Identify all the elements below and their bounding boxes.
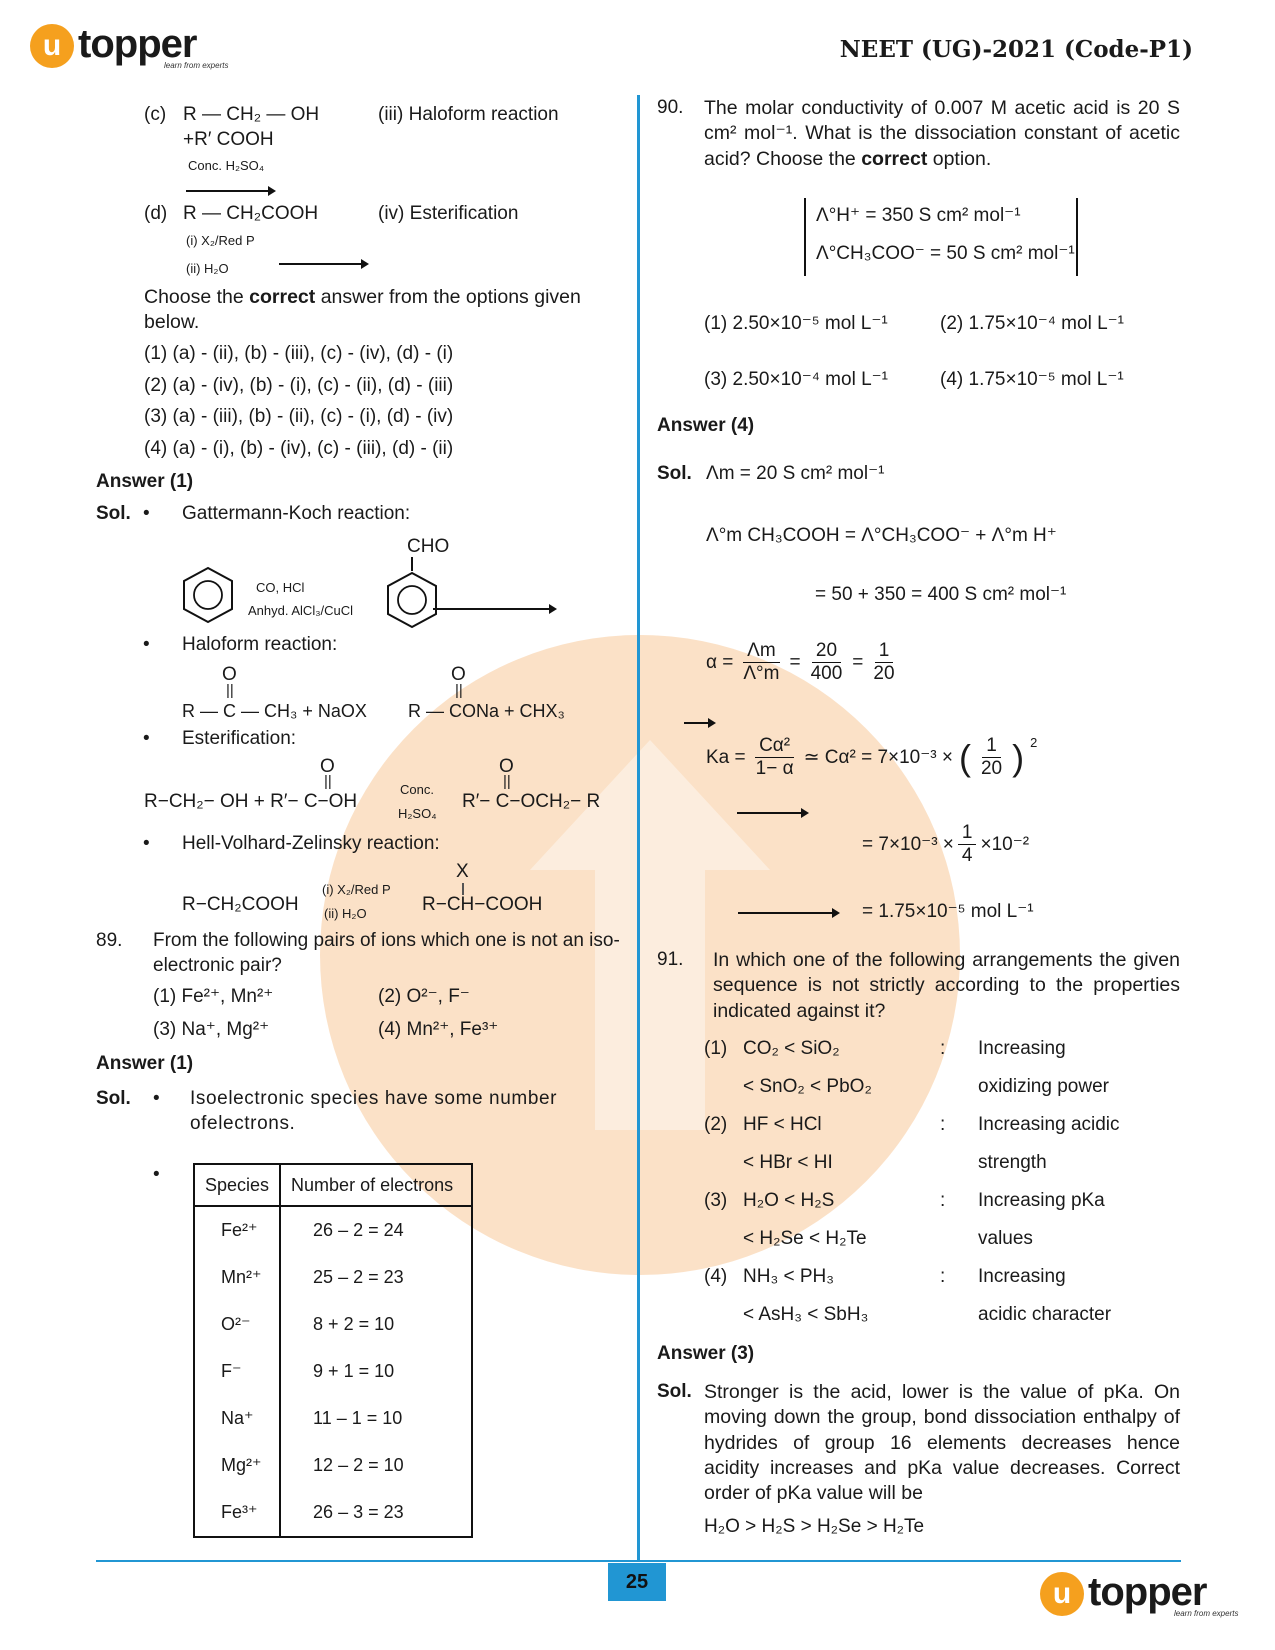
table-cell-electrons: 26 – 2 = 24 (280, 1206, 472, 1254)
ka-mid: ≃ Cα² = 7×10⁻³ × (803, 747, 953, 768)
bullet: • (143, 833, 150, 854)
table-cell-electrons: 26 – 3 = 23 (280, 1489, 472, 1537)
q89-option-1: (1) Fe²⁺, Mn²⁺ (153, 986, 274, 1007)
double-bond: || (226, 682, 234, 699)
q91-row3-num: (3) (704, 1190, 728, 1211)
item-d-match: (iv) Esterification (378, 203, 519, 224)
q91-row2-prop1: Increasing acidic (978, 1114, 1120, 1135)
q90-sol-step6: = 7×10⁻³ × $\frac{1}{4}$ ×10⁻² (862, 822, 1030, 866)
q89-text: From the following pairs of ions which one is not an iso-electronic pair? (153, 930, 620, 976)
q88-option-3: (3) (a) - (iii), (b) - (ii), (c) - (i), (d) - (iv) (144, 406, 454, 427)
table-cell-electrons: 11 – 1 = 10 (280, 1395, 472, 1442)
q91-row2-colon: : (940, 1114, 946, 1135)
footer-logo (1040, 1570, 1238, 1618)
item-c-match: (iii) Haloform reaction (378, 104, 559, 125)
question-88-prompt: Choose the correct answer from the options given below. (144, 286, 581, 334)
table-row (194, 1395, 472, 1442)
q89-number: 89. (96, 930, 123, 951)
q91-row4-colon: : (940, 1266, 946, 1287)
bullet: • (143, 728, 150, 749)
ka-fraction2: $\frac{1}{20}$ (980, 735, 1003, 779)
ka-fraction: $\frac{\text{Cα²}}{1- \alpha}$ (755, 735, 794, 779)
table-header-species: Species (194, 1164, 280, 1206)
hvz-condition2: (ii) H₂O (324, 906, 367, 921)
q91-row3-prop1: Increasing pKa (978, 1190, 1105, 1211)
logo-word: topper (78, 22, 197, 66)
ester-lhs: R−CH₂− OH + R′− C−OH (144, 791, 358, 812)
q91-row1-a: CO₂ < SiO₂ (743, 1038, 840, 1059)
q90-option-4: (4) 1.75×10⁻⁵ mol L⁻¹ (940, 369, 1124, 390)
alpha-expression: α = $\frac{\Lambda m}{\Lambda^\circ m}$ = $\frac{20}{400}$ = $\frac{1}{20}$ (706, 640, 899, 685)
table-cell-species: Na⁺ (194, 1395, 280, 1442)
table-row (194, 1206, 472, 1254)
given-bracket (804, 198, 1078, 276)
q91-row3-prop2: values (978, 1228, 1033, 1249)
q91-answer: Answer (3) (657, 1343, 755, 1364)
q91-row1-b: < SnO₂ < PbO₂ (743, 1076, 872, 1097)
q89-sol-label: Sol. (96, 1088, 131, 1109)
table-cell-species: Mg²⁺ (194, 1442, 280, 1489)
q91-row2-prop2: strength (978, 1152, 1047, 1173)
q91-row1-prop2: oxidizing power (978, 1076, 1109, 1097)
reaction-arrow (433, 608, 555, 610)
given-1: Λ°H⁺ = 350 S cm² mol⁻¹ (816, 205, 1021, 226)
q91-row2-b: < HBr < HI (743, 1152, 833, 1173)
q91-row1-colon: : (940, 1038, 946, 1059)
table-cell-species: Fe²⁺ (194, 1206, 280, 1254)
double-bond: || (455, 682, 463, 699)
item-c-condition: Conc. H₂SO₄ (188, 158, 265, 173)
q89-answer: Answer (1) (96, 1053, 194, 1074)
q90-sol-step1: Λm = 20 S cm² mol⁻¹ (706, 463, 885, 484)
haloform-oxygen2: O (451, 664, 466, 685)
q91-row2-num: (2) (704, 1114, 728, 1135)
double-bond: || (324, 773, 332, 790)
hvz-heading: Hell-Volhard-Zelinsky reaction: (182, 833, 440, 854)
table-row (194, 1442, 472, 1489)
q89-option-3: (3) Na⁺, Mg²⁺ (153, 1019, 270, 1040)
table-cell-electrons: 25 – 2 = 23 (280, 1254, 472, 1301)
q91-row1-num: (1) (704, 1038, 728, 1059)
table-cell-electrons: 12 – 2 = 10 (280, 1442, 472, 1489)
q91-row4-prop1: Increasing (978, 1266, 1066, 1287)
q91-number: 91. (657, 949, 684, 970)
q91-text: In which one of the following arrangements the given sequence is not strictly according to the properties indicated against it? (713, 949, 1180, 1022)
q90-option-1: (1) 2.50×10⁻⁵ mol L⁻¹ (704, 313, 888, 334)
hvz-lhs: R−CH₂COOH (182, 894, 299, 915)
q88-option-4: (4) (a) - (i), (b) - (iv), (c) - (iii), (d) - (ii) (144, 438, 454, 459)
esterification-heading: Esterification: (182, 728, 297, 749)
q91-row4-b: < AsH₃ < SbH₃ (743, 1304, 869, 1325)
q91-row2-a: HF < HCl (743, 1114, 822, 1135)
header-title: NEET (UG)-2021 (Code-P1) (839, 36, 1193, 63)
q90-sol-step3: = 50 + 350 = 400 S cm² mol⁻¹ (815, 584, 1067, 605)
q89-option-2: (2) O²⁻, F⁻ (378, 986, 470, 1007)
page-number: 25 (608, 1563, 666, 1601)
q88-sol-label: Sol. (96, 503, 131, 524)
q91-sol-text: Stronger is the acid, lower is the value of pKa. On moving down the group, bond dissociation enthalpy of hydrides of group 16 elements decreases hence acidity increases and pKa value decreases. Correct order of pKa value will be (704, 1381, 1180, 1505)
haloform-rhs: R — CONa + CHX₃ (408, 701, 565, 721)
q88-option-1: (1) (a) - (ii), (b) - (iii), (c) - (iv), (d) - (i) (144, 343, 454, 364)
table-cell-electrons: 9 + 1 = 10 (280, 1348, 472, 1395)
given-2: Λ°CH₃COO⁻ = 50 S cm² mol⁻¹ (816, 243, 1075, 264)
ester-oxygen1: O (320, 756, 335, 777)
table-row (194, 1489, 472, 1537)
q91-row3-b: < H₂Se < H₂Te (743, 1228, 867, 1249)
table-cell-species: F⁻ (194, 1348, 280, 1395)
alpha-lhs: α = (706, 651, 734, 673)
alpha-fraction1: $\frac{\Lambda m}{\Lambda^\circ m}$ (743, 640, 780, 684)
item-c-formula2: +R′ COOH (183, 129, 274, 150)
q90-sol-step2: Λ°m CH₃COOH = Λ°CH₃COO⁻ + Λ°m H⁺ (706, 525, 1057, 546)
item-d-condition2: (ii) H₂O (186, 261, 229, 276)
bond-line (411, 557, 413, 571)
q90-sol-step7: = 1.75×10⁻⁵ mol L⁻¹ (862, 901, 1034, 922)
reaction-arrow (186, 190, 274, 192)
q89-option-4: (4) Mn²⁺, Fe³⁺ (378, 1019, 499, 1040)
alpha-fraction2: $\frac{20}{400}$ (810, 640, 843, 684)
q91-row3-colon: : (940, 1190, 946, 1211)
q90-text: The molar conductivity of 0.007 M acetic acid is 20 S cm² mol⁻¹. What is the dissociation constant of acetic acid? Choose the correct option. (704, 97, 1180, 170)
hvz-rhs: R−CH−COOH (422, 894, 543, 915)
q90-sol-label: Sol. (657, 463, 692, 484)
table-header-electrons: Number of electrons (280, 1164, 472, 1206)
bullet: • (143, 634, 150, 655)
double-bond: || (503, 773, 511, 790)
hvz-condition1: (i) X₂/Red P (322, 882, 391, 897)
item-d-condition1: (i) X₂/Red P (186, 233, 255, 248)
bullet: • (153, 1088, 160, 1109)
q90-number: 90. (657, 97, 684, 118)
q91-sol-order: H₂O > H₂S > H₂Se > H₂Te (704, 1516, 925, 1537)
table-header-row (194, 1164, 472, 1206)
ka-lhs: Ka = (706, 746, 746, 768)
ester-condition2: H₂SO₄ (398, 806, 437, 821)
table-row (194, 1254, 472, 1301)
table-cell-species: O²⁻ (194, 1301, 280, 1348)
reaction-arrow (738, 912, 838, 914)
table-cell-electrons: 8 + 2 = 10 (280, 1301, 472, 1348)
logo-u-icon: u (30, 24, 74, 68)
table-cell-species: Mn²⁺ (194, 1254, 280, 1301)
alpha-fraction3: $\frac{1}{20}$ (873, 640, 895, 684)
table-cell-species: Fe³⁺ (194, 1489, 280, 1537)
q91-row4-a: NH₃ < PH₃ (743, 1266, 834, 1287)
ester-condition1: Conc. (400, 782, 434, 797)
column-divider (637, 95, 640, 1560)
footer-logo-u-icon: u (1040, 1572, 1084, 1616)
hvz-x-label: X (456, 861, 469, 882)
q91-row3-a: H₂O < H₂S (743, 1190, 835, 1211)
item-c-label: (c) (144, 104, 167, 125)
q90-option-3: (3) 2.50×10⁻⁴ mol L⁻¹ (704, 369, 888, 390)
q90-option-2: (2) 1.75×10⁻⁴ mol L⁻¹ (940, 313, 1124, 334)
q89-sol-text: Isoelectronic species have some number ofelectrons. (190, 1088, 558, 1134)
reaction-arrow (279, 263, 367, 265)
footer-logo-tagline: learn from experts (1174, 1609, 1239, 1618)
reaction-arrow (737, 812, 807, 814)
header-logo (30, 22, 228, 70)
item-c-formula: R — CH₂ — OH (183, 104, 320, 125)
electrons-table (193, 1163, 473, 1538)
gk-condition1: CO, HCl (256, 580, 305, 595)
haloform-heading: Haloform reaction: (182, 634, 338, 655)
footer-divider (96, 1560, 1181, 1562)
gattermann-koch-heading: Gattermann-Koch reaction: (182, 503, 411, 524)
haloform-oxygen1: O (222, 664, 237, 685)
q88-option-2: (2) (a) - (iv), (b) - (i), (c) - (ii), (d) - (iii) (144, 375, 454, 396)
table-row (194, 1301, 472, 1348)
q91-row1-prop1: Increasing (978, 1038, 1066, 1059)
logo-tagline: learn from experts (164, 61, 229, 70)
benzaldehyde-ring-icon (384, 570, 440, 630)
ester-rhs: R′− C−OCH₂− R (462, 791, 601, 812)
haloform-lhs: R — C — CH₃ + NaOX (182, 701, 367, 721)
q91-row4-prop2: acidic character (978, 1304, 1112, 1325)
item-d-formula: R — CH₂COOH (183, 203, 319, 224)
q91-row4-num: (4) (704, 1266, 728, 1287)
cho-label: CHO (407, 536, 450, 557)
bullet: • (153, 1164, 160, 1185)
gk-condition2: Anhyd. AlCl₃/CuCl (248, 603, 354, 618)
reaction-arrow (684, 722, 714, 724)
q90-answer: Answer (4) (657, 415, 755, 436)
q91-sol-label: Sol. (657, 1381, 692, 1402)
ka-expression: Ka = $\frac{\text{Cα²}}{1- \alpha}$ ≃ Cα² = 7×10⁻³ × ( $\frac{1}{20}$ ) $^2$ (706, 735, 1038, 779)
footer-logo-word: topper (1088, 1570, 1207, 1614)
item-d-label: (d) (144, 203, 168, 224)
benzene-ring-icon (180, 565, 236, 625)
step6-fraction: $\frac{1}{4}$ (958, 822, 977, 867)
bullet: • (143, 503, 150, 524)
q88-answer: Answer (1) (96, 471, 194, 492)
ester-oxygen2: O (499, 756, 514, 777)
table-row (194, 1348, 472, 1395)
